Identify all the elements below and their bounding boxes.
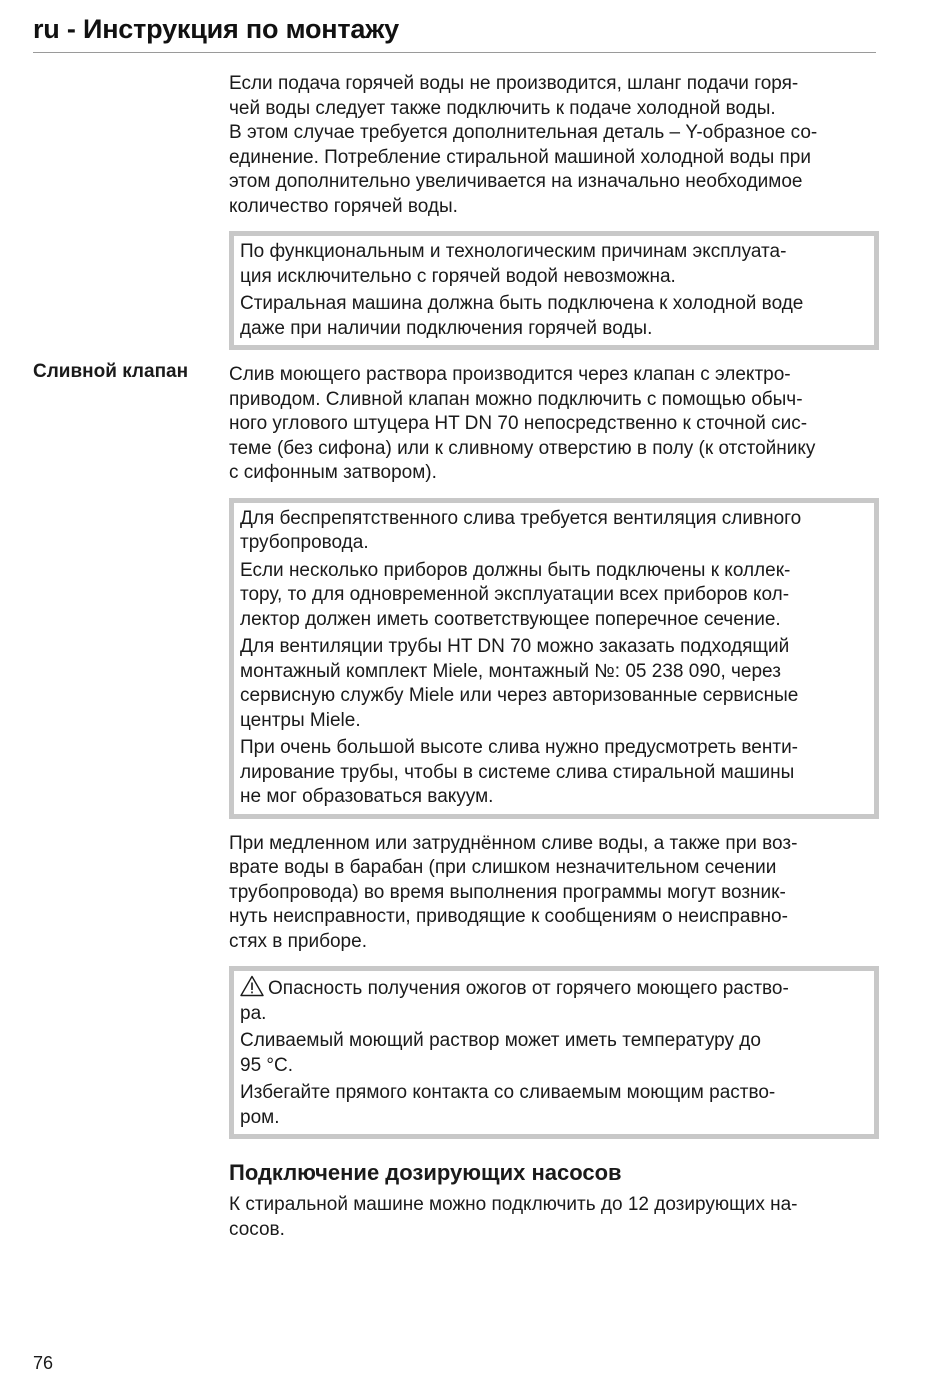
- text-line: Если несколько приборов должны быть подключены к коллек-: [240, 559, 791, 581]
- note-paragraph: [240, 635, 866, 733]
- intro-paragraph: [229, 72, 879, 219]
- text-line: лектор должен иметь соответствующее поперечное сечение.: [240, 608, 781, 630]
- text-line: тору, то для одновременной эксплуатации всех приборов кол-: [240, 584, 790, 605]
- text-line: нуть неисправности, приводящие к сообщениям о неисправно-: [229, 906, 788, 927]
- text-line: ция исключительно с горячей водой невозможна.: [240, 265, 676, 287]
- text-line: ного углового штуцера HT DN 70 непосредственно к сточной сис-: [229, 413, 808, 434]
- text-line: этом дополнительно увеличивается на изначально необходимое: [229, 171, 803, 192]
- text-line: Для беспрепятственного слива требуется вентиляция сливного: [240, 507, 802, 529]
- text-line: с сифонным затвором).: [229, 462, 437, 483]
- text-line: К стиральной машине можно подключить до 12 дозирующих на-: [229, 1194, 798, 1215]
- ventilation-note-box: [229, 498, 879, 819]
- text-line: По функциональным и технологическим причинам эксплуата-: [240, 241, 787, 262]
- text-line: При очень большой высоте слива нужно предусмотреть венти-: [240, 737, 799, 758]
- text-line: Сливаемый моющий раствор может иметь температуру до: [240, 1030, 761, 1051]
- text-line: Слив моющего раствора производится через клапан с электро-: [229, 364, 791, 385]
- text-line: сервисную службу Miele или через авторизованные сервисные: [240, 685, 799, 706]
- text-line: Для вентиляции трубы HT DN 70 можно заказать подходящий: [240, 636, 790, 657]
- text-line: не мог образоваться вакуум.: [240, 786, 494, 807]
- note-paragraph: [240, 736, 866, 810]
- page-title: ru - Инструкция по монтажу: [33, 14, 399, 44]
- drain-valve-label: Сливной клапан: [33, 361, 189, 382]
- main-content: [229, 72, 879, 1254]
- dosing-paragraph: [229, 1193, 879, 1242]
- text-line: ра.: [240, 1002, 267, 1024]
- text-line: В этом случае требуется дополнительная деталь – Y-образное со-: [229, 122, 818, 143]
- header-divider: [33, 52, 876, 53]
- text-line: приводом. Сливной клапан можно подключить с помощью обыч-: [229, 388, 803, 410]
- text-line: теме (без сифона) или к сливному отверстию в полу (к отстойнику: [229, 437, 816, 459]
- text-line: лирование трубы, чтобы в системе слива стиральной машины: [240, 761, 795, 783]
- text-line: [240, 975, 866, 1002]
- text-line: Если подача горячей воды не производится, шланг подачи горя-: [229, 73, 799, 94]
- drain-valve-paragraph: [229, 363, 879, 486]
- text-line: Избегайте прямого контакта со сливаемым моющим раство-: [240, 1082, 776, 1103]
- text-line: При медленном или затруднённом сливе воды, а также при воз-: [229, 832, 798, 854]
- slow-drain-paragraph: [229, 832, 879, 955]
- warning-paragraph: [240, 975, 866, 1026]
- text-line: ром.: [240, 1106, 280, 1128]
- note-paragraph: [240, 292, 866, 341]
- dosing-pumps-heading: Подключение дозирующих насосов: [229, 1160, 622, 1185]
- warning-paragraph: [240, 1029, 866, 1078]
- text-line: даже при наличии подключения горячей воды.: [240, 317, 653, 339]
- warning-triangle-icon: [240, 975, 264, 997]
- text-line: чей воды следует также подключить к подаче холодной воды.: [229, 97, 776, 119]
- note-paragraph: [240, 559, 866, 633]
- hot-water-note-box: [229, 231, 879, 350]
- text-line: трубопровода) во время выполнения программы могут возник-: [229, 881, 786, 903]
- page-number: 76: [33, 1353, 54, 1373]
- text-line: количество горячей воды.: [229, 195, 458, 217]
- text-line: Стиральная машина должна быть подключена к холодной воде: [240, 293, 804, 314]
- burn-warning-box: [229, 966, 879, 1139]
- warning-title-text: Опасность получения ожогов от горячего моющего раство-: [268, 978, 789, 999]
- note-paragraph: [240, 240, 866, 289]
- text-line: монтажный комплект Miele, монтажный №: 05 238 090, через: [240, 660, 781, 682]
- text-line: врате воды в барабан (при слишком незначительном сечении: [229, 857, 777, 878]
- text-line: 95 °C.: [240, 1054, 294, 1076]
- text-line: единение. Потребление стиральной машиной холодной воды при: [229, 146, 811, 168]
- note-paragraph: [240, 507, 866, 556]
- text-line: сосов.: [229, 1218, 285, 1240]
- warning-paragraph: [240, 1081, 866, 1130]
- text-line: трубопровода.: [240, 532, 369, 553]
- text-line: стях в приборе.: [229, 930, 367, 952]
- text-line: центры Miele.: [240, 709, 361, 731]
